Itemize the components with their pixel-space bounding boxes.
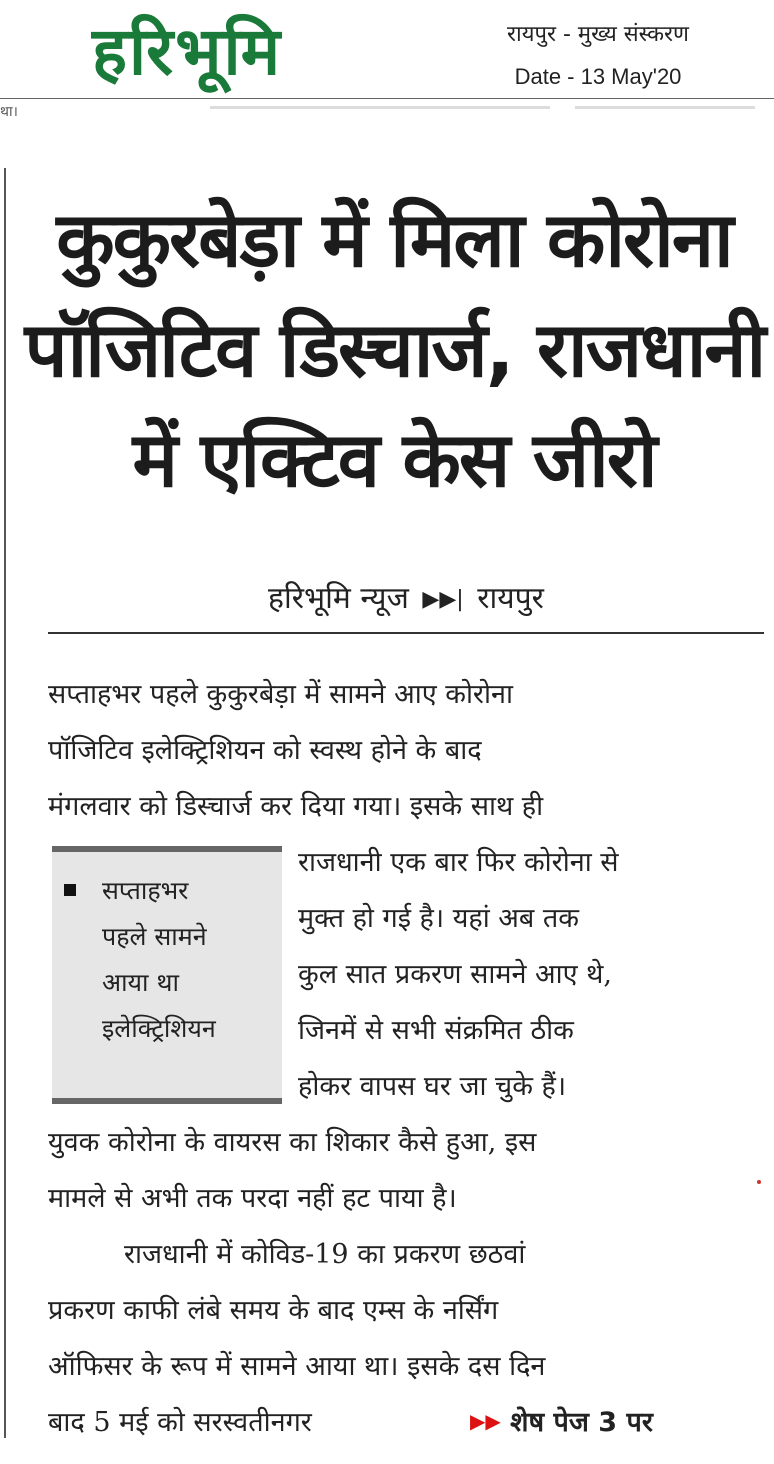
print-speck <box>757 1180 761 1184</box>
edition-label: रायपुर - मुख्य संस्करण <box>507 22 689 47</box>
double-arrow-icon: ▶▶ <box>470 1409 501 1433</box>
callout-line: पहले सामने <box>102 922 207 951</box>
text-line: जिनमें से सभी संक्रमित ठीक <box>298 1015 574 1046</box>
masthead <box>0 0 774 98</box>
text-line: होकर वापस घर जा चुके हैं। <box>298 1071 567 1102</box>
column-border <box>4 168 6 1438</box>
faint-divider <box>575 106 755 109</box>
masthead-divider <box>0 98 774 99</box>
text-line: राजधानी एक बार फिर कोरोना से <box>298 847 619 878</box>
text-line: पॉजिटिव इलेक्ट्रिशियन को स्वस्थ होने के बाद <box>48 735 482 766</box>
byline <box>48 576 764 617</box>
text-line: युवक कोरोना के वायरस का शिकार कैसे हुआ, इस <box>48 1127 537 1158</box>
text-line: मामले से अभी तक परदा नहीं हट पाया है। <box>48 1183 457 1214</box>
callout-line: सप्ताहभर <box>102 876 189 905</box>
text-line: सप्ताहभर पहले कुकुरबेड़ा में सामने आए कोरोना <box>48 679 513 710</box>
continue-label: शेष पेज 3 पर <box>510 1407 653 1438</box>
continued-on-page-link[interactable] <box>470 1402 653 1439</box>
callout-line: इलेक्ट्रिशियन <box>102 1014 216 1043</box>
newspaper-logo: हरिभूमि <box>92 13 283 90</box>
text-line: मंगलवार को डिस्चार्ज कर दिया गया। इसके साथ ही <box>48 791 544 822</box>
cropped-text-fragment: था। <box>0 104 18 120</box>
byline-divider <box>48 632 764 634</box>
text-line: मुक्त हो गई है। यहां अब तक <box>298 903 580 934</box>
faint-divider <box>210 106 550 109</box>
headline-line: पॉजिटिव डिस्चार्ज, राजधानी <box>24 305 765 394</box>
edition-date: Date - 13 May'20 <box>514 64 682 89</box>
callout-box <box>52 846 282 1104</box>
text-line: प्रकरण काफी लंबे समय के बाद एम्स के नर्सिंग <box>48 1295 499 1326</box>
byline-arrow-icon: ▶▶| <box>422 587 464 612</box>
text-line: ऑफिसर के रूप में सामने आया था। इसके दस दिन <box>48 1351 546 1382</box>
byline-source: हरिभूमि न्यूज <box>268 581 409 616</box>
byline-city: रायपुर <box>477 581 544 616</box>
text-line: कुल सात प्रकरण सामने आए थे, <box>298 959 612 990</box>
text-line: राजधानी में कोविड-19 का प्रकरण छठवां <box>124 1239 526 1270</box>
headline-line: कुकुरबेड़ा में मिला कोरोना <box>56 195 732 284</box>
callout-line: आया था <box>102 968 179 997</box>
headline <box>24 185 764 515</box>
callout-text <box>102 868 282 1052</box>
square-bullet-icon <box>64 884 76 896</box>
headline-line: में एक्टिव केस जीरो <box>132 415 656 504</box>
text-line: बाद 5 मई को सरस्वतीनगर <box>48 1407 312 1438</box>
